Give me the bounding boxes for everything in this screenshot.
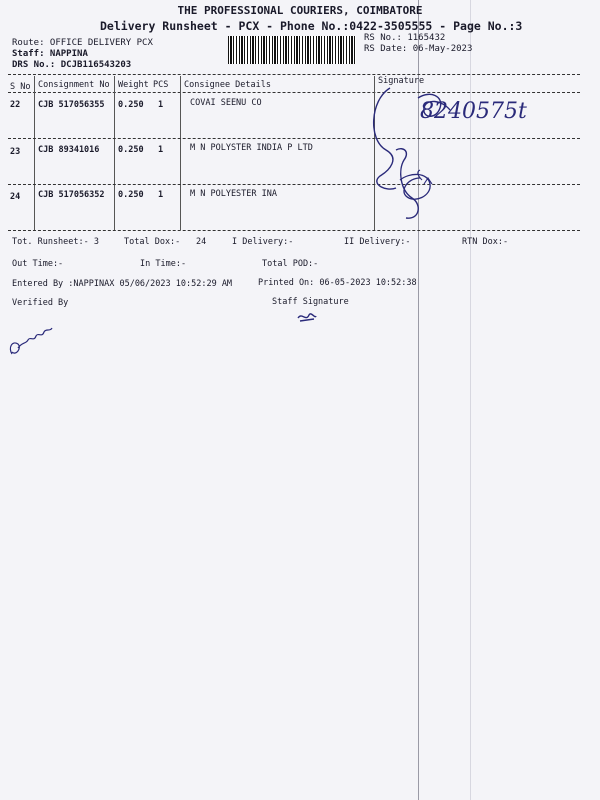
entered-by: Entered By :NAPPINAX 05/06/2023 10:52:29 AM [12,279,233,289]
staff-signature-mark [296,310,318,324]
row-consignment: CJB 89341016 [38,145,100,155]
tot-runsheet: Tot. Runsheet:- 3 [12,237,99,247]
rtn-dox: RTN Dox:- [462,237,509,247]
row-pcs: 1 [158,145,164,155]
col-header-consignee: Consignee Details [184,80,271,90]
staff-text: Staff: NAPPINA [12,49,88,59]
col-sep [114,76,115,230]
row-consignee: M N POLYESTER INA [190,189,277,199]
table-top-rule [8,74,580,75]
out-time: Out Time:- [12,259,64,269]
row-consignee: COVAI SEENU CO [190,98,262,108]
table-bottom-rule [8,230,580,231]
row-consignment: CJB 517056352 [38,190,105,200]
row-sno: 23 [10,147,21,157]
col-header-consignment: Consignment No [38,80,110,90]
col-sep [34,76,35,230]
staff-signature-label: Staff Signature [272,297,349,307]
rs-number: RS No.: 1165432 [364,33,446,43]
row-consignment: CJB 517056355 [38,100,105,110]
printed-on: Printed On: 06-05-2023 10:52:38 [258,278,417,288]
col-header-pcs: PCS [153,80,169,90]
col-header-signature: Signature [378,76,425,86]
i-delivery: I Delivery:- [232,237,294,247]
row-sno: 22 [10,100,21,110]
verified-by: Verified By [12,298,69,308]
col-header-sno: S No [10,82,31,92]
in-time: In Time:- [140,259,187,269]
verifier-signature [6,322,56,362]
handwritten-phone-note [420,88,600,128]
rs-date: RS Date: 06-May-2023 [364,44,473,54]
company-title: THE PROFESSIONAL COURIERS, COIMBATORE [177,4,423,17]
total-pod: Total POD:- [262,259,319,269]
row-weight: 0.250 [118,100,144,110]
row-weight: 0.250 [118,190,144,200]
barcode-graphic [228,36,356,64]
row-pcs: 1 [158,190,164,200]
ii-delivery: II Delivery:- [344,237,411,247]
row-pcs: 1 [158,100,164,110]
col-sep [180,76,181,230]
runsheet-title: Delivery Runsheet - PCX - Phone No.:0422-3505555 - Page No.:3 [100,19,523,33]
row-consignee: M N POLYSTER INDIA P LTD [190,143,313,153]
col-header-weight: Weight [118,80,149,90]
handwritten-phone-text: 8240575t [420,99,527,124]
total-dox-value: 24 [196,237,207,247]
row-weight: 0.250 [118,145,144,155]
route-text: Route: OFFICE DELIVERY PCX [12,38,153,48]
total-dox-label: Total Dox:- [124,237,181,247]
row-sno: 24 [10,192,21,202]
drs-number: DRS No.: DCJB116543203 [12,60,132,70]
